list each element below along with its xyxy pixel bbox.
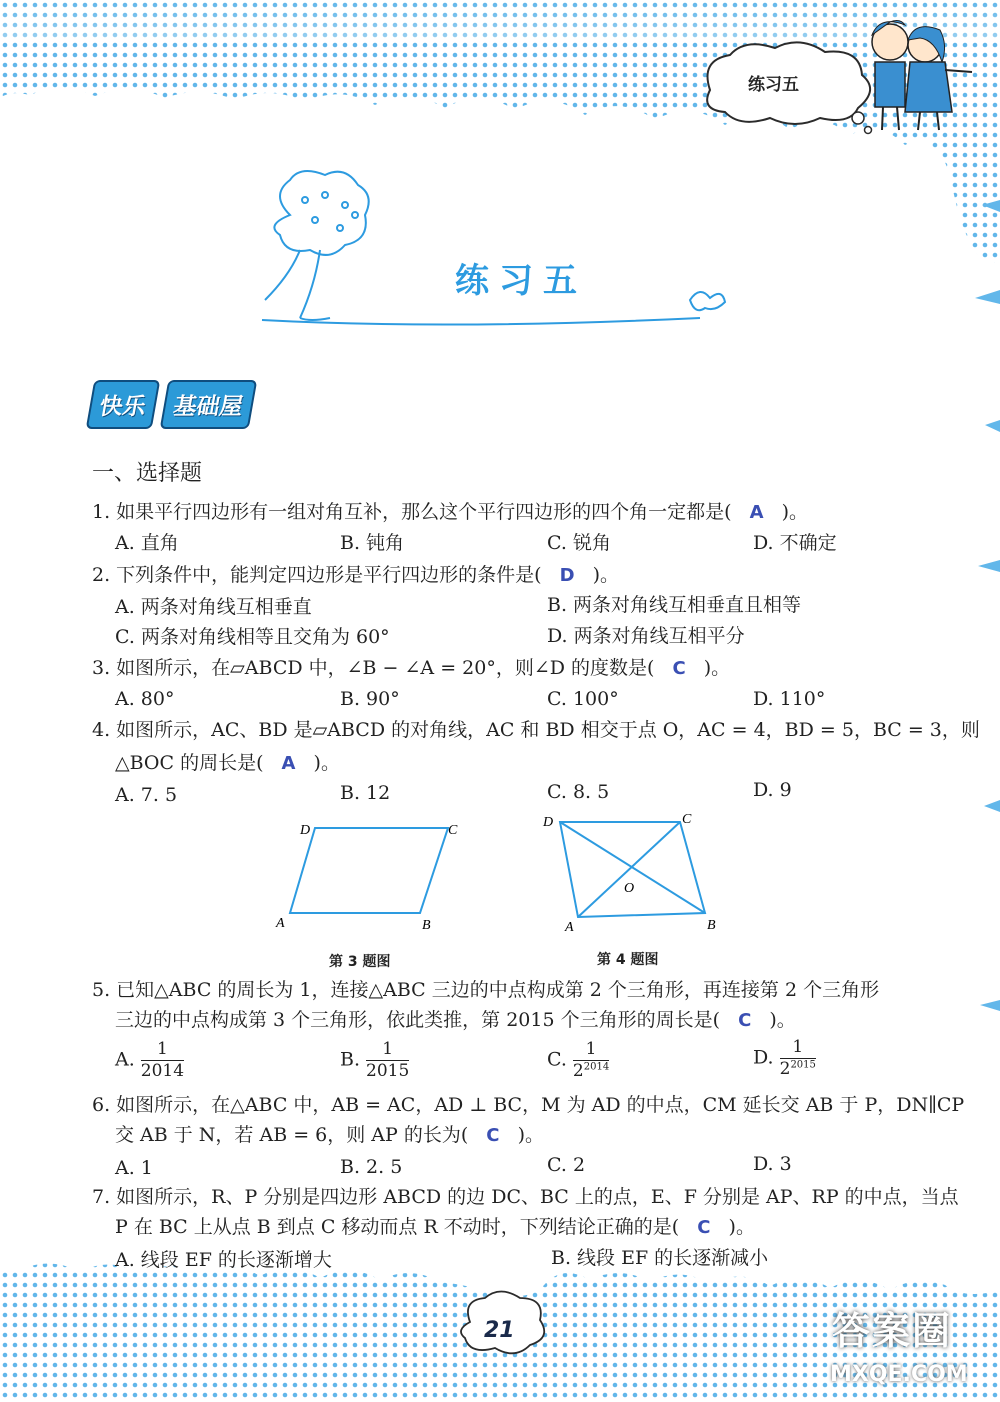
answer-4: A	[281, 753, 296, 774]
page-title: 练习五	[455, 261, 587, 301]
question-7: 7. 如图所示，R、P 分别是四边形 ABCD 的边 DC、BC 上的点，E、F 分别是 AP、RP 的中点，当点	[92, 1186, 959, 1208]
figure-4	[535, 810, 735, 940]
q2-option-c: C. 两条对角线相等且交角为 60°	[115, 626, 390, 648]
question-1: 1. 如果平行四边形有一组对角互补，那么这个平行四边形的四个角一定都是( A )。	[92, 501, 809, 523]
q6-option-d: D. 3	[753, 1153, 792, 1175]
figure-3-caption: 第 3 题图	[329, 954, 391, 970]
section-title: 一、选择题	[92, 461, 203, 486]
q3-option-b: B. 90°	[340, 688, 400, 710]
fig4-label-o: O	[624, 881, 635, 896]
question-6: 6. 如图所示，在△ABC 中，AB = AC，AD ⊥ BC，M 为 AD 的中点，CM 延长交 AB 于 P，DN∥CP	[92, 1094, 965, 1116]
page-number: 21	[484, 1318, 515, 1343]
question-6-line2: 交 AB 于 N，若 AB = 6，则 AP 的长为( C )。	[115, 1124, 544, 1146]
q2-option-b: B. 两条对角线互相垂直且相等	[547, 594, 802, 616]
question-3: 3. 如图所示，在▱ABCD 中，∠B − ∠A = 20°，则∠D 的度数是( C )。	[92, 657, 731, 679]
q1-option-b: B. 钝角	[340, 532, 405, 554]
q1-option-d: D. 不确定	[753, 532, 837, 554]
q7-option-a: A. 线段 EF 的长逐渐增大	[115, 1249, 332, 1271]
fig4-diagonal-ac	[578, 822, 680, 917]
fig4-label-d: D	[543, 815, 554, 830]
figure-3	[270, 815, 470, 935]
q5-option-d: D. $\frac{1}{2^{2015}}$	[753, 1037, 816, 1079]
answer-2: D	[559, 565, 575, 586]
fig3-label-a: A	[276, 916, 285, 931]
answer-7: C	[697, 1217, 711, 1238]
q6-option-b: B. 2. 5	[340, 1156, 403, 1178]
q4-option-d: D. 9	[753, 779, 792, 801]
fig3-label-b: B	[422, 918, 431, 933]
answer-3: C	[672, 658, 686, 679]
q5-option-a: A. $\frac{1}{2014}$	[115, 1039, 185, 1081]
q4-option-c: C. 8. 5	[547, 781, 610, 803]
question-4: 4. 如图所示，AC、BD 是▱ABCD 的对角线，AC 和 BD 相交于点 O，AC = 4，BD = 5，BC = 3，则	[92, 719, 980, 741]
banner-part1: 快乐	[86, 380, 161, 429]
question-4-line2: △BOC 的周长是( A )。	[115, 752, 340, 774]
figure-4-caption: 第 4 题图	[597, 952, 659, 968]
q6-option-a: A. 1	[115, 1157, 153, 1179]
question-5-line2: 三边的中点构成第 3 个三角形，依此类推，第 2015 个三角形的周长是( C )。	[115, 1009, 796, 1031]
section-banner	[90, 380, 253, 429]
q2-option-d: D. 两条对角线互相平分	[547, 625, 745, 647]
q2-option-a: A. 两条对角线互相垂直	[115, 596, 312, 618]
question-5: 5. 已知△ABC 的周长为 1，连接△ABC 三边的中点构成第 2 个三角形，再连接第 2 个三角形	[92, 979, 880, 1001]
fig3-label-c: C	[448, 823, 458, 838]
q1-option-c: C. 锐角	[547, 532, 611, 554]
fig3-parallelogram	[290, 828, 448, 913]
banner-part2: 基础屋	[160, 380, 258, 429]
fig4-label-a: A	[565, 920, 574, 935]
q3-option-d: D. 110°	[753, 688, 826, 710]
watermark-url: MXQE.COM	[830, 1362, 968, 1387]
corner-label: 练习五	[748, 75, 799, 95]
fig4-label-c: C	[682, 812, 692, 827]
answer-5: C	[738, 1010, 752, 1031]
answer-6: C	[486, 1125, 500, 1146]
question-2: 2. 下列条件中，能判定四边形是平行四边形的条件是( D )。	[92, 564, 620, 586]
q3-option-c: C. 100°	[547, 688, 619, 710]
question-7-line2: P 在 BC 上从点 B 到点 C 移动而点 R 不动时，下列结论正确的是( C )。	[115, 1216, 755, 1238]
fig4-label-b: B	[707, 918, 716, 933]
q4-option-b: B. 12	[340, 782, 391, 804]
q6-option-c: C. 2	[547, 1154, 586, 1176]
fig3-label-d: D	[300, 823, 311, 838]
q4-option-a: A. 7. 5	[115, 784, 178, 806]
q3-option-a: A. 80°	[115, 688, 175, 710]
q5-option-b: B. $\frac{1}{2015}$	[340, 1039, 410, 1081]
watermark-logo-text: 答案圈	[832, 1309, 953, 1353]
q7-option-b: B. 线段 EF 的长逐渐减小	[551, 1247, 769, 1269]
q1-option-a: A. 直角	[115, 532, 179, 554]
answer-1: A	[749, 502, 764, 523]
q5-option-c: C. $\frac{1}{2^{2014}}$	[547, 1039, 610, 1081]
